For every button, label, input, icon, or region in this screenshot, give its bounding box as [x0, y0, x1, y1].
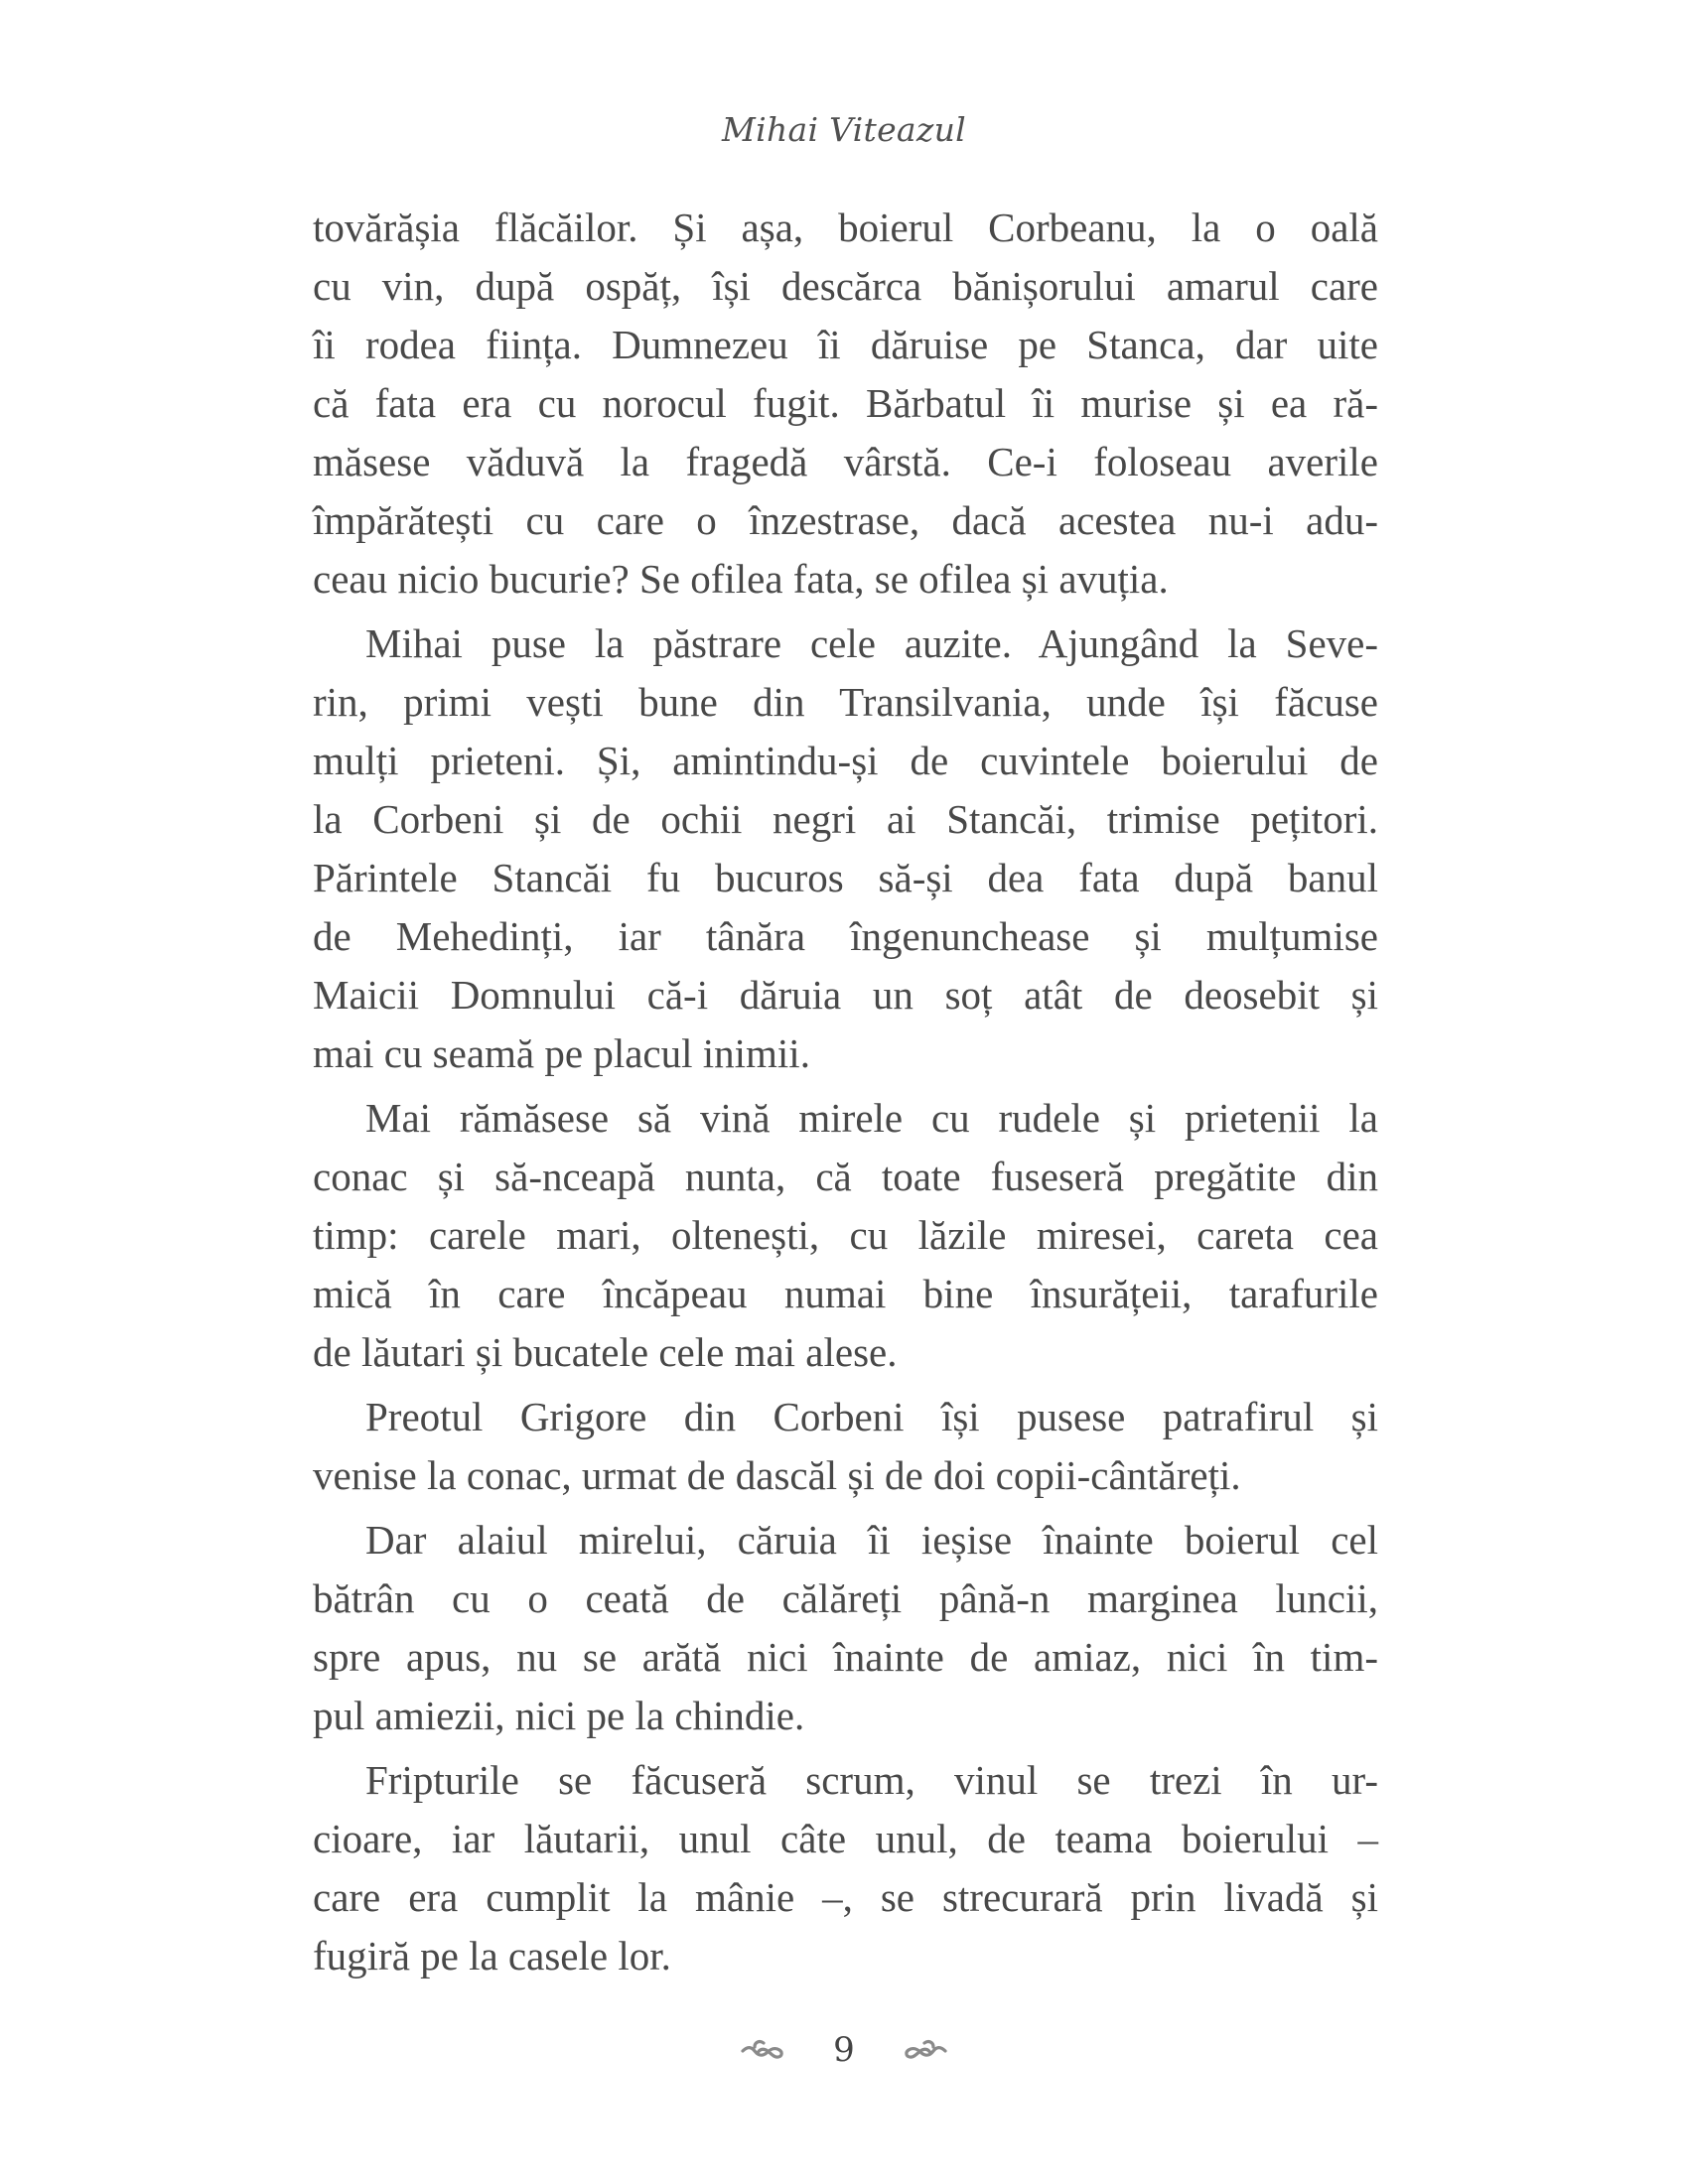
text-line: care era cumplit la mânie –, se strecurară prin livadă și	[313, 1874, 1378, 1920]
page-number: 9	[833, 2030, 855, 2070]
text-line: ceau nicio bucurie? Se ofilea fata, se ofilea și avuția.	[313, 556, 1169, 602]
text-line: venise la conac, urmat de dascăl și de doi copii-cântăreți.	[313, 1452, 1241, 1498]
text-line: cioare, iar lăutarii, unul câte unul, de teama boierului –	[313, 1816, 1378, 1861]
text-line: Dar alaiul mirelui, căruia îi ieșise înainte boierul cel	[365, 1517, 1378, 1563]
paragraph	[313, 1751, 1378, 1985]
text-line: rin, primi vești bune din Transilvania, unde își făcuse	[313, 679, 1378, 725]
text-line: că fata era cu norocul fugit. Bărbatul îi murise și ea ră-	[313, 380, 1378, 426]
text-line: tovărășia flăcăilor. Și așa, boierul Corbeanu, la o oală	[313, 205, 1378, 250]
text-line: Mai rămăsese să vină mirele cu rudele și prietenii la	[365, 1095, 1378, 1141]
text-line: Maicii Domnului că-i dăruia un soț atât de deosebit și	[313, 972, 1378, 1018]
paragraph	[313, 1388, 1378, 1505]
text-line: cu vin, după ospăț, își descărca bănișorului amarul care	[313, 263, 1378, 309]
body-text	[313, 199, 1378, 1985]
text-line: timp: carele mari, oltenești, cu lăzile miresei, careta cea	[313, 1212, 1378, 1258]
fleuron-right-icon	[903, 2037, 948, 2063]
text-line: fugiră pe la casele lor.	[313, 1933, 671, 1979]
page-footer	[0, 2025, 1688, 2075]
text-line: măsese văduvă la fragedă vârstă. Ce-i foloseau averile	[313, 439, 1378, 484]
text-line: Mihai puse la păstrare cele auzite. Ajungând la Seve-	[365, 620, 1378, 666]
text-line: Părintele Stancăi fu bucuros să-și dea fata după banul	[313, 855, 1378, 900]
running-header: Mihai Viteazul	[722, 110, 966, 149]
text-line: împărătești cu care o înzestrase, dacă acestea nu-i adu-	[313, 497, 1378, 543]
text-line: Preotul Grigore din Corbeni își pusese patrafirul și	[365, 1394, 1378, 1439]
text-line: pul amiezii, nici pe la chindie.	[313, 1693, 805, 1738]
text-line: îi rodea ființa. Dumnezeu îi dăruise pe Stanca, dar uite	[313, 322, 1378, 367]
text-line: mai cu seamă pe placul inimii.	[313, 1030, 810, 1076]
paragraph	[313, 199, 1378, 609]
text-line: mică în care încăpeau numai bine însurățeii, tarafurile	[313, 1271, 1378, 1316]
text-line: bătrân cu o ceată de călăreți până-n marginea luncii,	[313, 1575, 1378, 1621]
paragraph	[313, 1511, 1378, 1745]
text-line: de lăutari și bucatele cele mai alese.	[313, 1329, 898, 1375]
text-line: de Mehedinți, iar tânăra îngenunchease și mulțumise	[313, 913, 1378, 959]
text-line: Fripturile se făcuseră scrum, vinul se trezi în ur-	[365, 1757, 1378, 1803]
text-line: conac și să-nceapă nunta, că toate fuseseră pregătite din	[313, 1154, 1378, 1199]
text-line: spre apus, nu se arătă nici înainte de amiaz, nici în tim-	[313, 1634, 1378, 1680]
fleuron-left-icon	[740, 2037, 785, 2063]
text-line: mulți prieteni. Și, amintindu-și de cuvintele boierului de	[313, 738, 1378, 783]
paragraph	[313, 1089, 1378, 1382]
paragraph	[313, 614, 1378, 1083]
text-line: la Corbeni și de ochii negri ai Stancăi, trimise pețitori.	[313, 796, 1378, 842]
